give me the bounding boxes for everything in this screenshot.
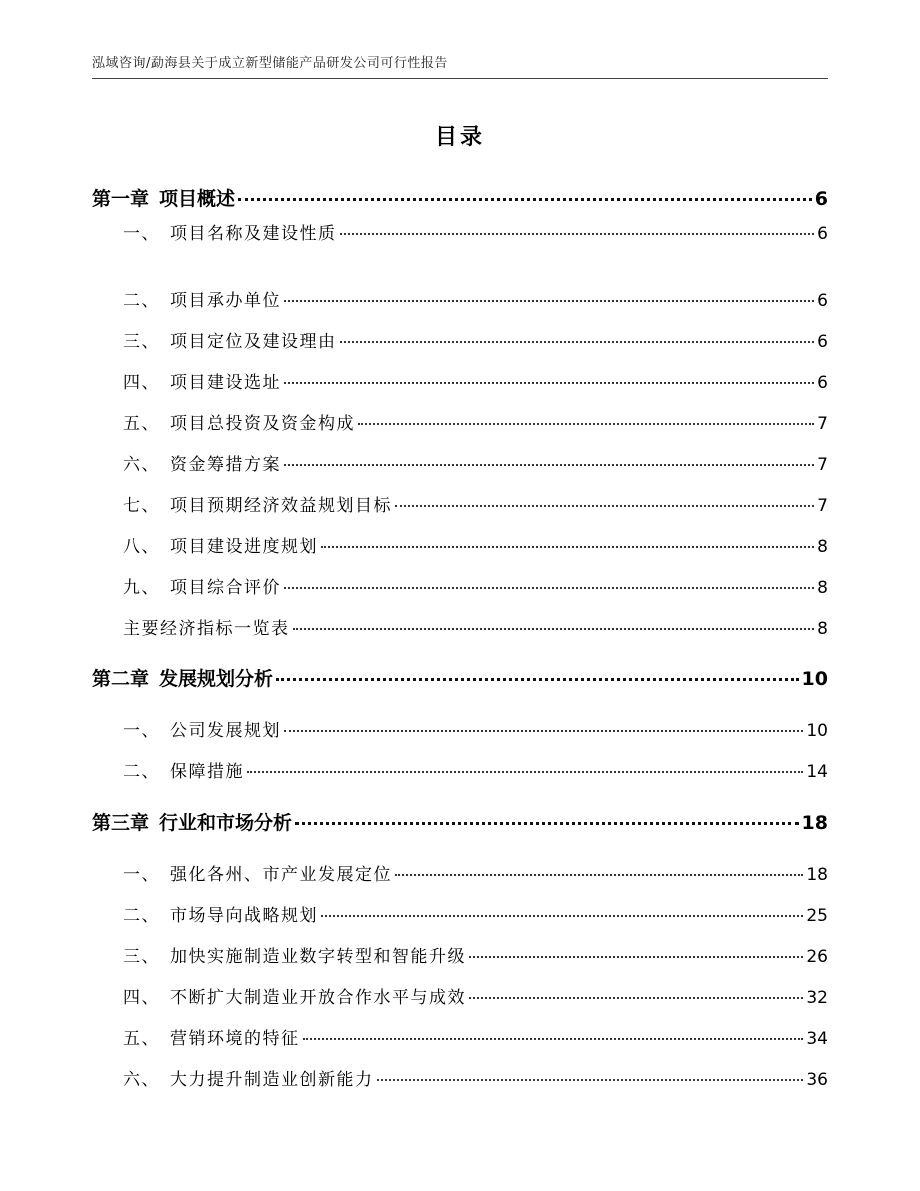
toc-entry-number: 一、 (123, 721, 160, 741)
dot-leader (284, 464, 814, 466)
toc-entry-number: 一、 (123, 224, 160, 244)
running-header: 泓域咨询/勐海县关于成立新型储能产品研发公司可行性报告 (92, 56, 448, 71)
toc-entry-title: 加快实施制造业数字转型和智能升级 (170, 947, 466, 967)
toc-entry-page: 6 (817, 291, 828, 311)
dot-leader (340, 341, 815, 343)
toc-section-entry[interactable] (92, 757, 828, 782)
toc-entry-page: 7 (817, 496, 828, 516)
toc-entry-number: 四、 (123, 988, 160, 1008)
dot-leader (284, 300, 814, 302)
toc-entry-page: 8 (817, 619, 828, 639)
toc-entry-page: 7 (817, 455, 828, 475)
toc-entry-page: 10 (801, 668, 828, 690)
dot-leader (469, 997, 803, 999)
toc-entry-number: 第一章 (92, 188, 150, 210)
toc-entry-title: 市场导向战略规划 (170, 906, 318, 926)
toc-chapter-entry[interactable] (92, 184, 828, 211)
dot-leader (340, 233, 815, 235)
toc-chapter-entry[interactable] (92, 808, 828, 835)
toc-section-entry[interactable] (92, 491, 828, 516)
toc-entry-number: 八、 (123, 537, 160, 557)
toc-entry-title: 强化各州、市产业发展定位 (170, 865, 392, 885)
toc-section-entry[interactable] (92, 614, 828, 639)
toc-section-entry[interactable] (92, 983, 828, 1008)
toc-entry-page: 6 (814, 188, 828, 210)
toc-section-entry[interactable] (92, 1065, 828, 1090)
toc-entry-title: 项目承办单位 (170, 291, 281, 311)
toc-section-entry[interactable] (92, 573, 828, 598)
dot-leader (293, 628, 815, 630)
toc-entry-number: 三、 (123, 947, 160, 967)
toc-title: 目录 (434, 125, 485, 150)
dot-leader (303, 1038, 804, 1040)
dot-leader (358, 423, 814, 425)
toc-entry-page: 6 (817, 332, 828, 352)
toc-entry-title: 保障措施 (170, 762, 244, 782)
toc-entry-page: 7 (817, 414, 828, 434)
dot-leader (238, 198, 812, 201)
toc-entry-title: 大力提升制造业创新能力 (170, 1070, 374, 1090)
table-of-contents (92, 0, 828, 1191)
toc-section-entry[interactable] (92, 860, 828, 885)
dot-leader (276, 678, 799, 681)
toc-entry-title: 项目概述 (159, 188, 236, 210)
toc-entry-number: 一、 (123, 865, 160, 885)
toc-entry-title: 发展规划分析 (159, 668, 274, 690)
toc-entry-title: 资金筹措方案 (170, 455, 281, 475)
toc-entry-page: 8 (817, 578, 828, 598)
dot-leader (284, 587, 814, 589)
dot-leader (284, 382, 814, 384)
toc-entry-page: 34 (806, 1029, 828, 1049)
dot-leader (295, 822, 799, 825)
dot-leader (395, 505, 814, 507)
toc-entry-page: 36 (806, 1070, 828, 1090)
toc-entry-page: 26 (806, 947, 828, 967)
toc-entry-number: 三、 (123, 332, 160, 352)
toc-entry-number: 五、 (123, 1029, 160, 1049)
toc-entry-number: 二、 (123, 762, 160, 782)
toc-entry-page: 18 (806, 865, 828, 885)
toc-entry-title: 公司发展规划 (170, 721, 281, 741)
dot-leader (469, 956, 803, 958)
toc-entry-title: 项目名称及建设性质 (170, 224, 337, 244)
toc-section-entry[interactable] (92, 532, 828, 557)
toc-entry-page: 25 (806, 906, 828, 926)
toc-entry-title: 主要经济指标一览表 (123, 619, 290, 639)
toc-entry-title: 不断扩大制造业开放合作水平与成效 (170, 988, 466, 1008)
toc-entry-page: 18 (801, 812, 828, 834)
toc-entry-title: 营销环境的特征 (170, 1029, 300, 1049)
toc-entry-number: 四、 (123, 373, 160, 393)
toc-entry-number: 七、 (123, 496, 160, 516)
toc-section-entry[interactable] (92, 1024, 828, 1049)
toc-section-entry[interactable] (92, 219, 828, 244)
toc-entry-page: 10 (806, 721, 828, 741)
toc-entry-title: 行业和市场分析 (159, 812, 293, 834)
toc-entry-number: 六、 (123, 1070, 160, 1090)
toc-section-entry[interactable] (92, 716, 828, 741)
dot-leader (321, 546, 814, 548)
toc-entry-page: 6 (817, 224, 828, 244)
toc-entry-number: 第二章 (92, 668, 150, 690)
toc-entry-title: 项目总投资及资金构成 (170, 414, 355, 434)
toc-section-entry[interactable] (92, 901, 828, 926)
toc-entry-title: 项目建设进度规划 (170, 537, 318, 557)
toc-entry-page: 6 (817, 373, 828, 393)
dot-leader (321, 915, 803, 917)
toc-entry-title: 项目预期经济效益规划目标 (170, 496, 392, 516)
toc-entry-number: 五、 (123, 414, 160, 434)
toc-section-entry[interactable] (92, 942, 828, 967)
dot-leader (284, 730, 803, 732)
toc-entry-number: 第三章 (92, 812, 150, 834)
toc-entry-page: 8 (817, 537, 828, 557)
toc-entry-title: 项目建设选址 (170, 373, 281, 393)
toc-chapter-entry[interactable] (92, 664, 828, 691)
toc-entry-title: 项目综合评价 (170, 578, 281, 598)
toc-section-entry[interactable] (92, 286, 828, 311)
toc-entry-page: 14 (806, 762, 828, 782)
toc-entry-title: 项目定位及建设理由 (170, 332, 337, 352)
toc-section-entry[interactable] (92, 450, 828, 475)
toc-section-entry[interactable] (92, 327, 828, 352)
toc-entry-number: 二、 (123, 906, 160, 926)
dot-leader (395, 874, 803, 876)
toc-entry-number: 六、 (123, 455, 160, 475)
toc-entry-number: 二、 (123, 291, 160, 311)
toc-entry-number: 九、 (123, 578, 160, 598)
toc-entry-page: 32 (806, 988, 828, 1008)
dot-leader (247, 771, 803, 773)
dot-leader (377, 1079, 804, 1081)
toc-section-entry[interactable] (92, 409, 828, 434)
toc-section-entry[interactable] (92, 368, 828, 393)
